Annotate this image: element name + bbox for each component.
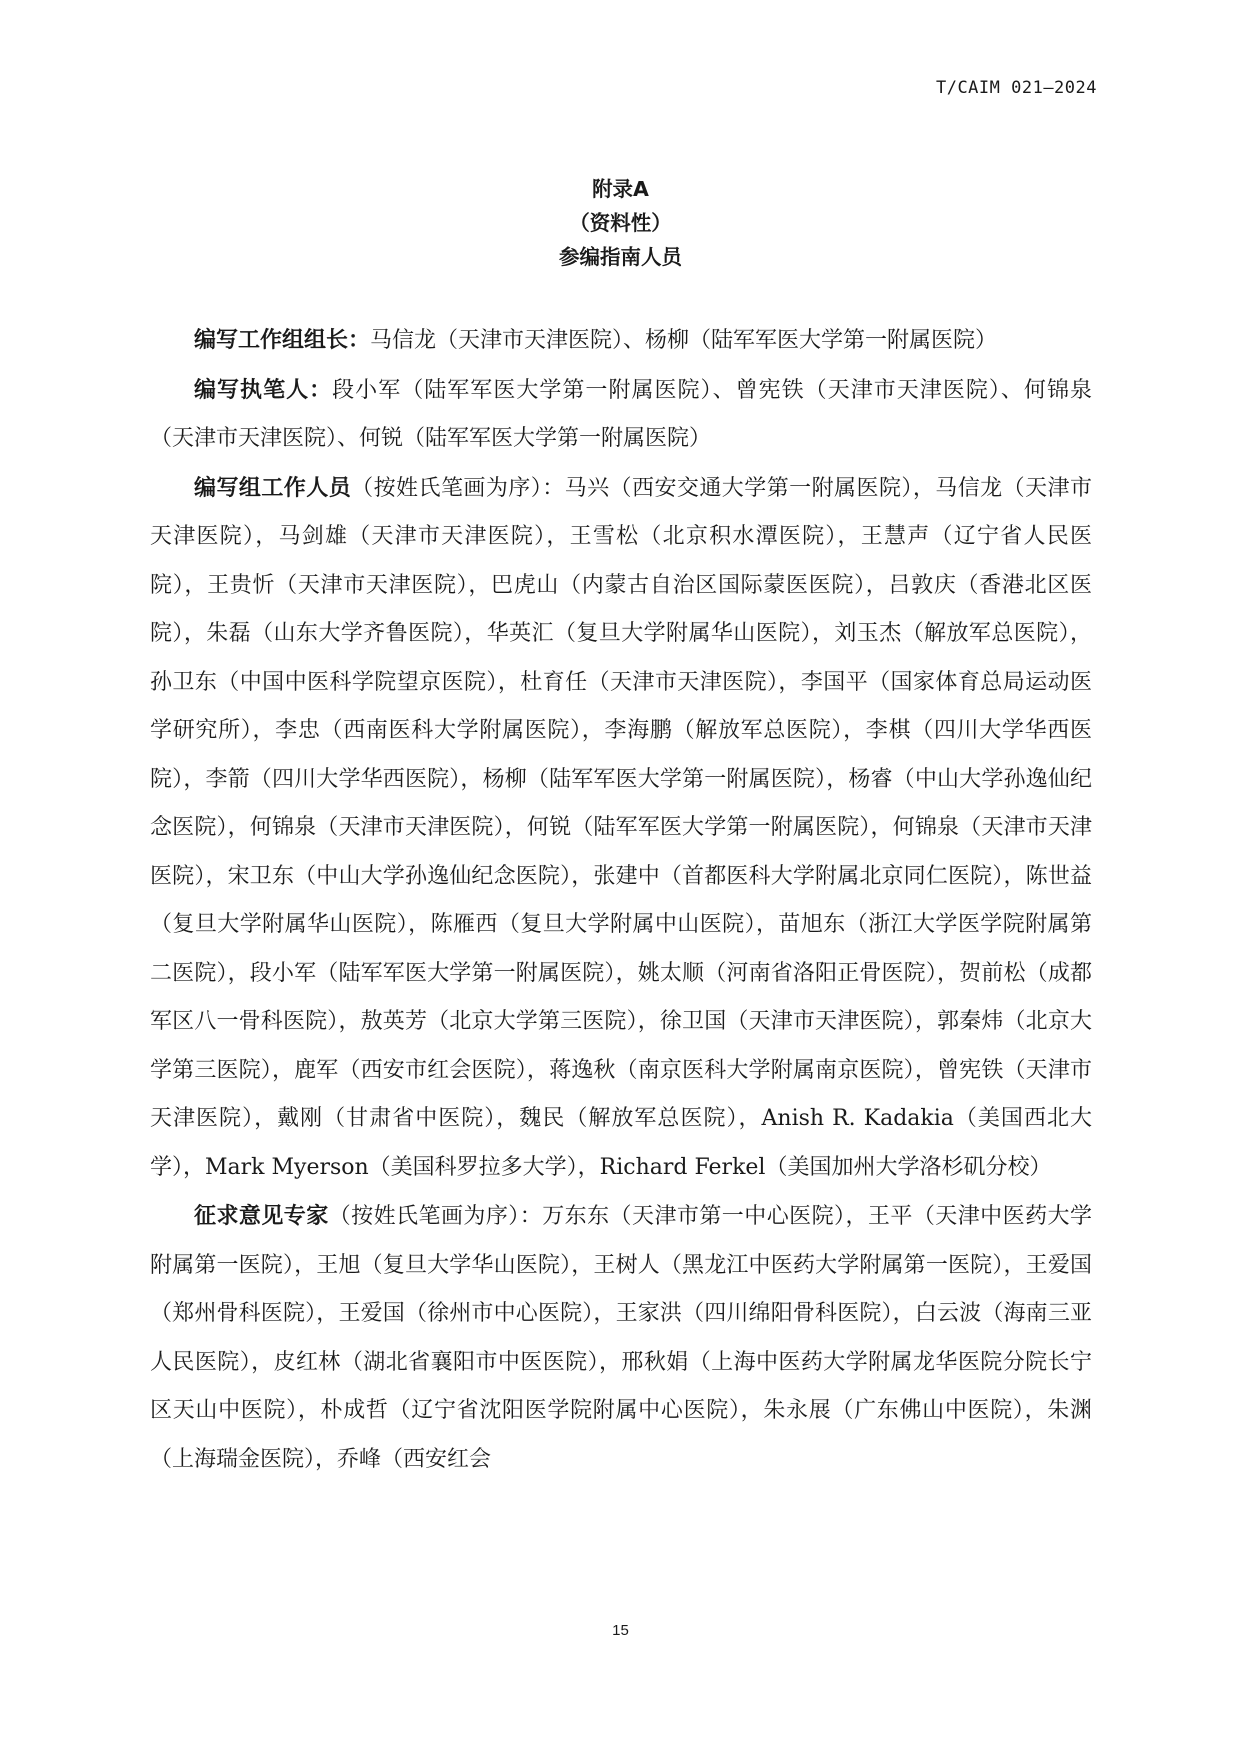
- appendix-heading: [0, 172, 1241, 274]
- appendix-label: 附录A: [592, 177, 649, 201]
- paragraph-group-leader: [150, 317, 1092, 366]
- document-body: [150, 317, 1092, 1484]
- paragraph-label: 编写执笔人：: [194, 377, 333, 403]
- paragraph-writers: [150, 367, 1092, 464]
- paragraph-label: 编写组工作人员: [194, 475, 352, 501]
- paragraph-text: 马信龙（天津市天津医院）、杨柳（陆军军医大学第一附属医院）: [370, 328, 998, 353]
- paragraph-working-group: [150, 465, 1092, 1193]
- paragraph-text: （按姓氏笔画为序）：万东东（天津市第一中心医院），王平（天津中医药大学附属第一医院），王旭（复旦大学华山医院），王树人（黑龙江中医药大学附属第一医院），王爱国（郑州骨科医院），王爱国（徐州市中心医院），王家洪（四川绵阳骨科医院），白云波（海南三亚人民医院），皮红林（湖北省襄阳市中医医院），邢秋娟（上海中医药大学附属龙华医院分院长宁区天山中医院），朴成哲（辽宁省沈阳医学院附属中心医院），朱永展（广东佛山中医院），朱渊（上海瑞金医院），乔峰（西安红会: [150, 1204, 1092, 1472]
- paragraph-text: （按姓氏笔画为序）：马兴（西安交通大学第一附属医院），马信龙（天津市天津医院），马剑雄（天津市天津医院），王雪松（北京积水潭医院），王慧声（辽宁省人民医院），王贵忻（天津市天津医院），巴虎山（内蒙古自治区国际蒙医医院），吕敦庆（香港北区医院），朱磊（山东大学齐鲁医院），华英汇（复旦大学附属华山医院），刘玉杰（解放军总医院），孙卫东（中国中医科学院望京医院），杜育任（天津市天津医院），李国平（国家体育总局运动医学研究所），李忠（西南医科大学附属医院），李海鹏（解放军总医院），李棋（四川大学华西医院），李箭（四川大学华西医院），杨柳（陆军军医大学第一附属医院），杨睿（中山大学孙逸仙纪念医院），何锦泉（天津市天津医院），何锐（陆军军医大学第一附属医院），何锦泉（天津市天津医院），宋卫东（中山大学孙逸仙纪念医院），张建中（首都医科大学附属北京同仁医院），陈世益（复旦大学附属华山医院），陈雁西（复旦大学附属中山医院），苗旭东（浙江大学医学院附属第二医院），段小军（陆军军医大学第一附属医院），姚太顺（河南省洛阳正骨医院），贺前松（成都军区八一骨科医院），敖英芳（北京大学第三医院），徐卫国（天津市天津医院），郭秦炜（北京大学第三医院），鹿军（西安市红会医院），蒋逸秋（南京医科大学附属南京医院），曾宪铁（天津市天津医院），戴刚（甘肃省中医院），魏民（解放军总医院），Anish R. Kadakia（美国西北大学），Mark Myerson（美国科罗拉多大学），Richard Ferkel（美国加州大学洛杉矶分校）: [150, 475, 1092, 1180]
- paragraph-label: 征求意见专家: [194, 1204, 329, 1229]
- page-number: 15: [612, 1622, 629, 1639]
- appendix-nature: （资料性）: [569, 211, 672, 235]
- standard-code: T/CAIM 021—2024: [935, 78, 1097, 98]
- paragraph-text: 段小军（陆军军医大学第一附属医院）、曾宪铁（天津市天津医院）、何锦泉（天津市天津医院）、何锐（陆军军医大学第一附属医院）: [150, 377, 1092, 451]
- appendix-title: 参编指南人员: [559, 245, 682, 269]
- paragraph-consulted-experts: [150, 1193, 1092, 1484]
- paragraph-label: 编写工作组组长：: [194, 328, 371, 353]
